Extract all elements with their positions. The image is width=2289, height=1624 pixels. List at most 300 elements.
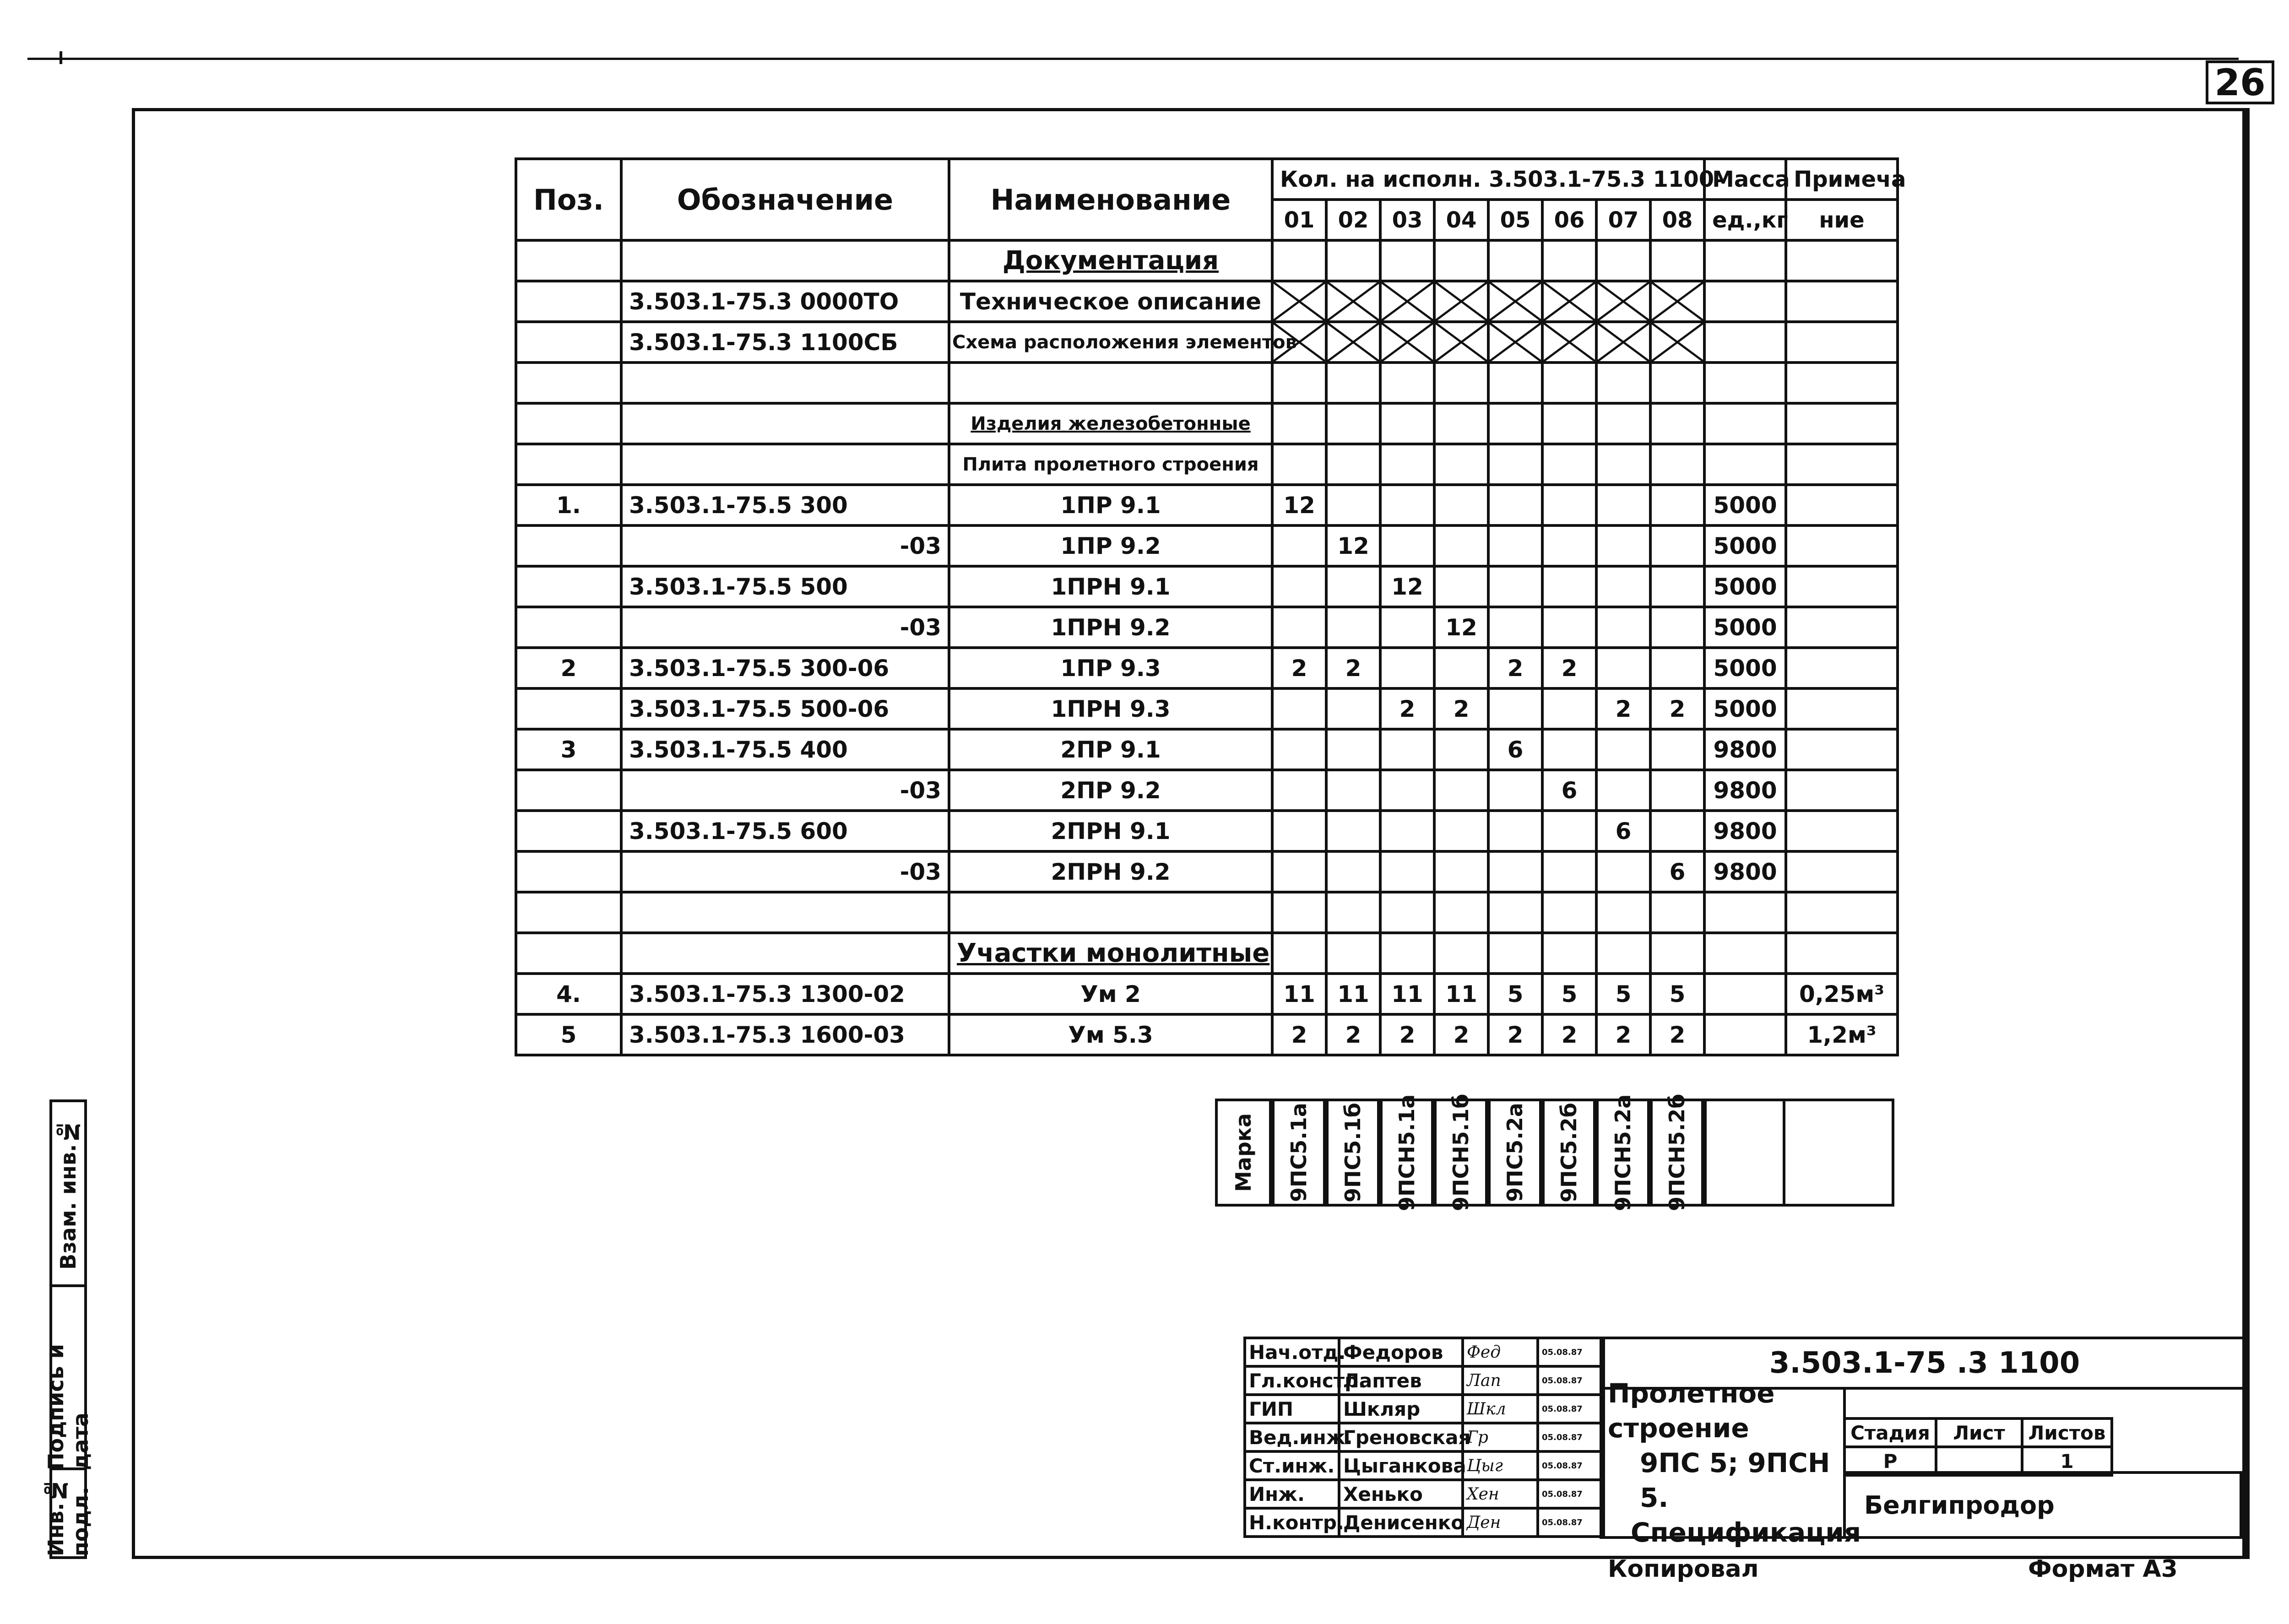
- cell-qty: [1650, 811, 1704, 851]
- cell-qty: 11: [1380, 974, 1434, 1014]
- cell-qty: [1380, 933, 1434, 974]
- cell-note: [1786, 403, 1898, 444]
- cell-qty: 2: [1434, 1014, 1488, 1055]
- cell-note: [1786, 688, 1898, 729]
- cell-qty: [1488, 811, 1542, 851]
- cell-qty: [1434, 525, 1488, 566]
- staff-date: 05.08.87: [1538, 1423, 1604, 1451]
- staff-row: [1245, 1480, 1604, 1508]
- marka-value: 9ПСН5.2б: [1650, 1099, 1704, 1207]
- cell-note: [1786, 281, 1898, 322]
- cell-designation: 3.503.1-75.5 400: [621, 729, 949, 770]
- cell-qty: [1596, 892, 1650, 933]
- cell-qty: [1488, 403, 1542, 444]
- cell-qty: 2: [1596, 1014, 1650, 1055]
- cell-qty: [1272, 892, 1326, 933]
- table-row: [516, 688, 1898, 729]
- cell-pos: [516, 566, 621, 607]
- cell-note: 1,2м³: [1786, 1014, 1898, 1055]
- cell-qty: [1380, 403, 1434, 444]
- staff-name: Хенько: [1339, 1480, 1463, 1508]
- cell-qty: [1380, 485, 1434, 525]
- cell-qty: 12: [1434, 607, 1488, 648]
- cell-qty: [1434, 770, 1488, 811]
- cell-qty: [1650, 607, 1704, 648]
- cell-note: [1786, 811, 1898, 851]
- cell-qty: [1272, 444, 1326, 485]
- table-row: [516, 851, 1898, 892]
- cell-note: [1786, 648, 1898, 688]
- cell-qty: [1596, 648, 1650, 688]
- cell-qty: [1542, 485, 1596, 525]
- cell-qty: [1272, 240, 1326, 281]
- staff-name: Шкляр: [1339, 1395, 1463, 1423]
- cell-qty: [1434, 444, 1488, 485]
- cell-qty: 2: [1434, 688, 1488, 729]
- table-row: [516, 729, 1898, 770]
- cell-name: 1ПР 9.1: [949, 485, 1272, 525]
- cell-qty: [1596, 851, 1650, 892]
- table-row: [516, 811, 1898, 851]
- cell-qty: [1542, 892, 1596, 933]
- title-line-1: Пролетное строение: [1608, 1378, 1775, 1444]
- cell-qty-crossed: [1434, 322, 1488, 363]
- organization: Белгипродор: [1864, 1490, 2055, 1520]
- cell-qty: [1434, 363, 1488, 403]
- table-row: [516, 648, 1898, 688]
- cell-mass: [1704, 363, 1786, 403]
- cell-mass: 5000: [1704, 525, 1786, 566]
- cell-qty: 2: [1650, 688, 1704, 729]
- cell-qty: [1380, 892, 1434, 933]
- cell-designation: 3.503.1-75.5 300-06: [621, 648, 949, 688]
- cell-designation: 3.503.1-75.3 1100СБ: [621, 322, 949, 363]
- cell-name: 2ПРН 9.1: [949, 811, 1272, 851]
- cell-qty: 6: [1488, 729, 1542, 770]
- sheet-number: 26: [2214, 61, 2266, 104]
- table-row: [516, 1014, 1898, 1055]
- marka-mass-blank: [1704, 1099, 1785, 1207]
- cell-mass: [1704, 281, 1786, 322]
- cell-qty-crossed: [1596, 281, 1650, 322]
- cell-note: [1786, 607, 1898, 648]
- cell-qty: [1380, 525, 1434, 566]
- cell-pos: [516, 933, 621, 974]
- header-name: Наименование: [949, 159, 1272, 240]
- cell-qty: [1542, 607, 1596, 648]
- cell-pos: 4.: [516, 974, 621, 1014]
- cell-qty: [1596, 444, 1650, 485]
- staff-name: Цыганкова: [1339, 1451, 1463, 1480]
- cell-qty: [1542, 240, 1596, 281]
- cell-designation: 3.503.1-75.5 300: [621, 485, 949, 525]
- cell-qty: 11: [1272, 974, 1326, 1014]
- cell-qty: [1650, 729, 1704, 770]
- title-block: [1243, 1337, 2250, 1559]
- stage-value: Р: [1844, 1447, 1936, 1475]
- cell-qty: [1596, 403, 1650, 444]
- header-variant: 08: [1650, 200, 1704, 240]
- staff-date: 05.08.87: [1538, 1508, 1604, 1537]
- cell-qty: [1542, 363, 1596, 403]
- cell-name: 2ПР 9.2: [949, 770, 1272, 811]
- cell-designation: [621, 444, 949, 485]
- cell-qty-crossed: [1380, 322, 1434, 363]
- top-trim-tick: [60, 51, 62, 64]
- staff-role: Вед.инж.: [1245, 1423, 1339, 1451]
- cell-qty: [1488, 892, 1542, 933]
- cell-name: 1ПРН 9.3: [949, 688, 1272, 729]
- cell-qty: [1542, 811, 1596, 851]
- cell-qty: [1542, 688, 1596, 729]
- cell-qty: [1596, 485, 1650, 525]
- cell-qty: 12: [1380, 566, 1434, 607]
- cross-mark-icon: [1328, 282, 1379, 320]
- cell-pos: [516, 363, 621, 403]
- cell-qty-crossed: [1272, 281, 1326, 322]
- staff-date: 05.08.87: [1538, 1366, 1604, 1395]
- staff-role: Н.контр.: [1245, 1508, 1339, 1537]
- cell-qty: [1434, 566, 1488, 607]
- cell-name: 1ПРН 9.1: [949, 566, 1272, 607]
- cell-name: Изделия железобетонные: [949, 403, 1272, 444]
- cell-qty: [1650, 403, 1704, 444]
- cell-name: Участки монолитные: [949, 933, 1272, 974]
- table-row: [516, 770, 1898, 811]
- cell-qty-crossed: [1650, 281, 1704, 322]
- cell-qty: [1488, 933, 1542, 974]
- cell-name: 2ПР 9.1: [949, 729, 1272, 770]
- cell-qty: [1650, 648, 1704, 688]
- cell-designation: [621, 403, 949, 444]
- cell-qty: [1434, 851, 1488, 892]
- cell-note: [1786, 240, 1898, 281]
- cell-qty: 12: [1326, 525, 1380, 566]
- cell-designation: 3.503.1-75.5 500: [621, 566, 949, 607]
- cell-qty: [1596, 240, 1650, 281]
- sheet-number-box: [2206, 60, 2274, 104]
- cell-qty-crossed: [1650, 322, 1704, 363]
- cell-note: [1786, 729, 1898, 770]
- cell-mass: [1704, 1014, 1786, 1055]
- cell-name: Техническое описание: [949, 281, 1272, 322]
- cell-designation: 3.503.1-75.3 1300-02: [621, 974, 949, 1014]
- cell-qty: 2: [1650, 1014, 1704, 1055]
- table-row: [516, 566, 1898, 607]
- cell-qty: [1434, 648, 1488, 688]
- cell-qty: [1488, 607, 1542, 648]
- cell-qty: [1596, 607, 1650, 648]
- staff-date: 05.08.87: [1538, 1338, 1604, 1366]
- organization-cell: [1843, 1471, 2242, 1539]
- staff-date: 05.08.87: [1538, 1451, 1604, 1480]
- table-row: [516, 933, 1898, 974]
- table-row: [516, 281, 1898, 322]
- cell-qty-crossed: [1488, 322, 1542, 363]
- cell-name: 1ПРН 9.2: [949, 607, 1272, 648]
- marka-value: 9ПСН5.2а: [1596, 1099, 1650, 1207]
- cross-mark-icon: [1598, 323, 1649, 361]
- cross-mark-icon: [1436, 282, 1487, 320]
- cell-qty: [1272, 770, 1326, 811]
- title-line-3: Спецификация: [1631, 1517, 1861, 1548]
- cell-qty: [1326, 363, 1380, 403]
- cell-designation: -03: [621, 770, 949, 811]
- cell-pos: [516, 403, 621, 444]
- copied-by: [1608, 1555, 1759, 1583]
- cell-qty-crossed: [1380, 281, 1434, 322]
- table-row: [516, 607, 1898, 648]
- cell-qty: [1272, 933, 1326, 974]
- cell-designation: 3.503.1-75.5 500-06: [621, 688, 949, 729]
- cell-qty: [1434, 403, 1488, 444]
- header-variant: 03: [1380, 200, 1434, 240]
- cell-qty: [1596, 363, 1650, 403]
- cell-pos: [516, 322, 621, 363]
- marka-note-blank: [1783, 1099, 1894, 1207]
- stamp-inv-podl: Инв.№ подл.: [43, 1478, 93, 1556]
- format-note: [2028, 1555, 2178, 1583]
- cell-qty: [1380, 851, 1434, 892]
- cell-name: [949, 892, 1272, 933]
- cell-qty: 2: [1488, 648, 1542, 688]
- staff-role: ГИП: [1245, 1395, 1339, 1423]
- cell-mass: 5000: [1704, 607, 1786, 648]
- marka-value: 9ПС5.1б: [1326, 1099, 1380, 1207]
- cell-designation: [621, 933, 949, 974]
- cell-pos: 3: [516, 729, 621, 770]
- cell-mass: [1704, 403, 1786, 444]
- cell-name: 2ПРН 9.2: [949, 851, 1272, 892]
- cell-qty: [1650, 485, 1704, 525]
- cell-qty: [1488, 851, 1542, 892]
- cell-qty: 2: [1542, 1014, 1596, 1055]
- cell-qty: [1272, 607, 1326, 648]
- cell-pos: 5: [516, 1014, 621, 1055]
- cell-qty: [1488, 363, 1542, 403]
- sheet-label: Лист: [1936, 1418, 2022, 1447]
- cell-qty: [1272, 851, 1326, 892]
- cell-qty: [1380, 729, 1434, 770]
- cross-mark-icon: [1598, 282, 1649, 320]
- staff-signature: Гр: [1463, 1423, 1538, 1451]
- cross-mark-icon: [1544, 282, 1595, 320]
- cross-mark-icon: [1274, 282, 1325, 320]
- staff-name: Денисенко: [1339, 1508, 1463, 1537]
- cell-pos: [516, 240, 621, 281]
- cell-designation: [621, 363, 949, 403]
- cell-qty: [1434, 729, 1488, 770]
- cell-mass: [1704, 322, 1786, 363]
- cell-mass: 5000: [1704, 566, 1786, 607]
- cell-qty: [1326, 566, 1380, 607]
- cell-qty: [1650, 525, 1704, 566]
- left-stamp: [43, 1099, 93, 1559]
- cell-qty: 2: [1488, 1014, 1542, 1055]
- cell-note: [1786, 363, 1898, 403]
- stamp-signature-date: Подпись и дата: [43, 1344, 93, 1470]
- cell-name: Схема расположения элементов: [949, 322, 1272, 363]
- doc-code: 3.503.1-75 .3 1100: [1769, 1346, 2080, 1380]
- cell-mass: [1704, 892, 1786, 933]
- marka-value: 9ПСН5.1б: [1434, 1099, 1488, 1207]
- cell-qty: 5: [1596, 974, 1650, 1014]
- cell-qty: [1272, 363, 1326, 403]
- cell-mass: 9800: [1704, 851, 1786, 892]
- cell-qty: [1542, 851, 1596, 892]
- cell-qty: [1272, 688, 1326, 729]
- cell-qty-crossed: [1488, 281, 1542, 322]
- cell-name: [949, 363, 1272, 403]
- header-variant: 07: [1596, 200, 1650, 240]
- cell-qty: [1542, 403, 1596, 444]
- cell-mass: [1704, 240, 1786, 281]
- staff-signature: Хен: [1463, 1480, 1538, 1508]
- header-mass-top: Масса: [1704, 159, 1786, 200]
- cell-qty-crossed: [1542, 281, 1596, 322]
- cell-qty: 11: [1434, 974, 1488, 1014]
- staff-row: [1245, 1451, 1604, 1480]
- cell-mass: 5000: [1704, 688, 1786, 729]
- cell-qty: [1434, 892, 1488, 933]
- cell-note: [1786, 485, 1898, 525]
- cell-qty-crossed: [1326, 322, 1380, 363]
- cell-pos: [516, 811, 621, 851]
- staff-row: [1245, 1366, 1604, 1395]
- cell-qty: [1596, 729, 1650, 770]
- header-note-top: Примеча: [1786, 159, 1898, 200]
- staff-signature: Цыг: [1463, 1451, 1538, 1480]
- cell-qty: [1272, 525, 1326, 566]
- cell-name: Документация: [949, 240, 1272, 281]
- cell-note: [1786, 566, 1898, 607]
- specification-table: [515, 157, 1906, 1056]
- cross-mark-icon: [1490, 282, 1541, 320]
- header-variant: 04: [1434, 200, 1488, 240]
- sheets-value: 1: [2022, 1447, 2112, 1475]
- stage-label: Стадия: [1844, 1418, 1936, 1447]
- cell-qty: [1542, 933, 1596, 974]
- staff-signature: Шкл: [1463, 1395, 1538, 1423]
- cross-mark-icon: [1652, 282, 1703, 320]
- staff-row: [1245, 1423, 1604, 1451]
- header-variant: 01: [1272, 200, 1326, 240]
- cell-qty-crossed: [1596, 322, 1650, 363]
- cell-qty: 6: [1650, 851, 1704, 892]
- cross-mark-icon: [1652, 323, 1703, 361]
- staff-date: 05.08.87: [1538, 1480, 1604, 1508]
- cell-note: [1786, 444, 1898, 485]
- cell-name: Ум 5.3: [949, 1014, 1272, 1055]
- cell-qty: 12: [1272, 485, 1326, 525]
- cell-mass: 9800: [1704, 729, 1786, 770]
- cell-qty: [1434, 240, 1488, 281]
- cell-qty: [1380, 607, 1434, 648]
- stage-table: [1843, 1417, 2113, 1477]
- cell-qty: 2: [1380, 1014, 1434, 1055]
- cell-mass: [1704, 933, 1786, 974]
- cell-name: Ум 2: [949, 974, 1272, 1014]
- cell-qty: [1380, 811, 1434, 851]
- cell-qty: [1542, 525, 1596, 566]
- cell-mass: 5000: [1704, 485, 1786, 525]
- cell-qty: 2: [1380, 688, 1434, 729]
- sheets-label: Листов: [2022, 1418, 2112, 1447]
- cell-note: [1786, 851, 1898, 892]
- staff-signature: Фед: [1463, 1338, 1538, 1366]
- table-row: [516, 892, 1898, 933]
- cell-qty: [1326, 892, 1380, 933]
- cell-mass: [1704, 444, 1786, 485]
- cell-qty: [1434, 485, 1488, 525]
- cell-pos: [516, 525, 621, 566]
- cell-qty: [1542, 729, 1596, 770]
- staff-name: Федоров: [1339, 1338, 1463, 1366]
- cell-qty: [1326, 851, 1380, 892]
- cell-qty: [1326, 240, 1380, 281]
- cell-qty: 2: [1596, 688, 1650, 729]
- cell-note: [1786, 933, 1898, 974]
- table-row: [516, 525, 1898, 566]
- header-pos: Поз.: [516, 159, 621, 240]
- cell-designation: [621, 892, 949, 933]
- table-row: [516, 485, 1898, 525]
- cell-qty: [1488, 525, 1542, 566]
- staff-date: 05.08.87: [1538, 1395, 1604, 1423]
- stamp-vzam-inv: Взам. инв.№: [56, 1119, 81, 1270]
- format-label: Формат А3: [2028, 1555, 2178, 1583]
- cross-mark-icon: [1328, 323, 1379, 361]
- cell-name: 1ПР 9.2: [949, 525, 1272, 566]
- cell-qty: [1434, 933, 1488, 974]
- cell-qty: [1542, 566, 1596, 607]
- cell-qty: [1488, 444, 1542, 485]
- cross-mark-icon: [1382, 282, 1433, 320]
- cell-pos: [516, 851, 621, 892]
- table-row: [516, 240, 1898, 281]
- cell-qty: [1488, 566, 1542, 607]
- cell-mass: 9800: [1704, 770, 1786, 811]
- cell-qty: [1272, 729, 1326, 770]
- staff-signature: Лап: [1463, 1366, 1538, 1395]
- staff-role: Инж.: [1245, 1480, 1339, 1508]
- cell-pos: [516, 607, 621, 648]
- stage-label-row: [1844, 1418, 2112, 1447]
- cell-qty: [1596, 525, 1650, 566]
- cell-designation: 3.503.1-75.5 600: [621, 811, 949, 851]
- cell-qty: 11: [1326, 974, 1380, 1014]
- cell-name: 1ПР 9.3: [949, 648, 1272, 688]
- table-row: [516, 322, 1898, 363]
- cell-qty: [1650, 566, 1704, 607]
- cell-qty: 2: [1326, 648, 1380, 688]
- cell-note: [1786, 770, 1898, 811]
- cell-qty: [1596, 933, 1650, 974]
- cell-qty-crossed: [1434, 281, 1488, 322]
- cross-mark-icon: [1382, 323, 1433, 361]
- cell-pos: 2: [516, 648, 621, 688]
- cross-mark-icon: [1544, 323, 1595, 361]
- cell-note: [1786, 525, 1898, 566]
- header-variant: 02: [1326, 200, 1380, 240]
- marka-value: 9ПС5.2б: [1542, 1099, 1596, 1207]
- cell-qty: [1272, 566, 1326, 607]
- cell-qty: [1650, 240, 1704, 281]
- cell-qty: 2: [1326, 1014, 1380, 1055]
- marka-value: 9ПСН5.1а: [1380, 1099, 1434, 1207]
- cell-note: 0,25м³: [1786, 974, 1898, 1014]
- marka-row: [1218, 1093, 1888, 1212]
